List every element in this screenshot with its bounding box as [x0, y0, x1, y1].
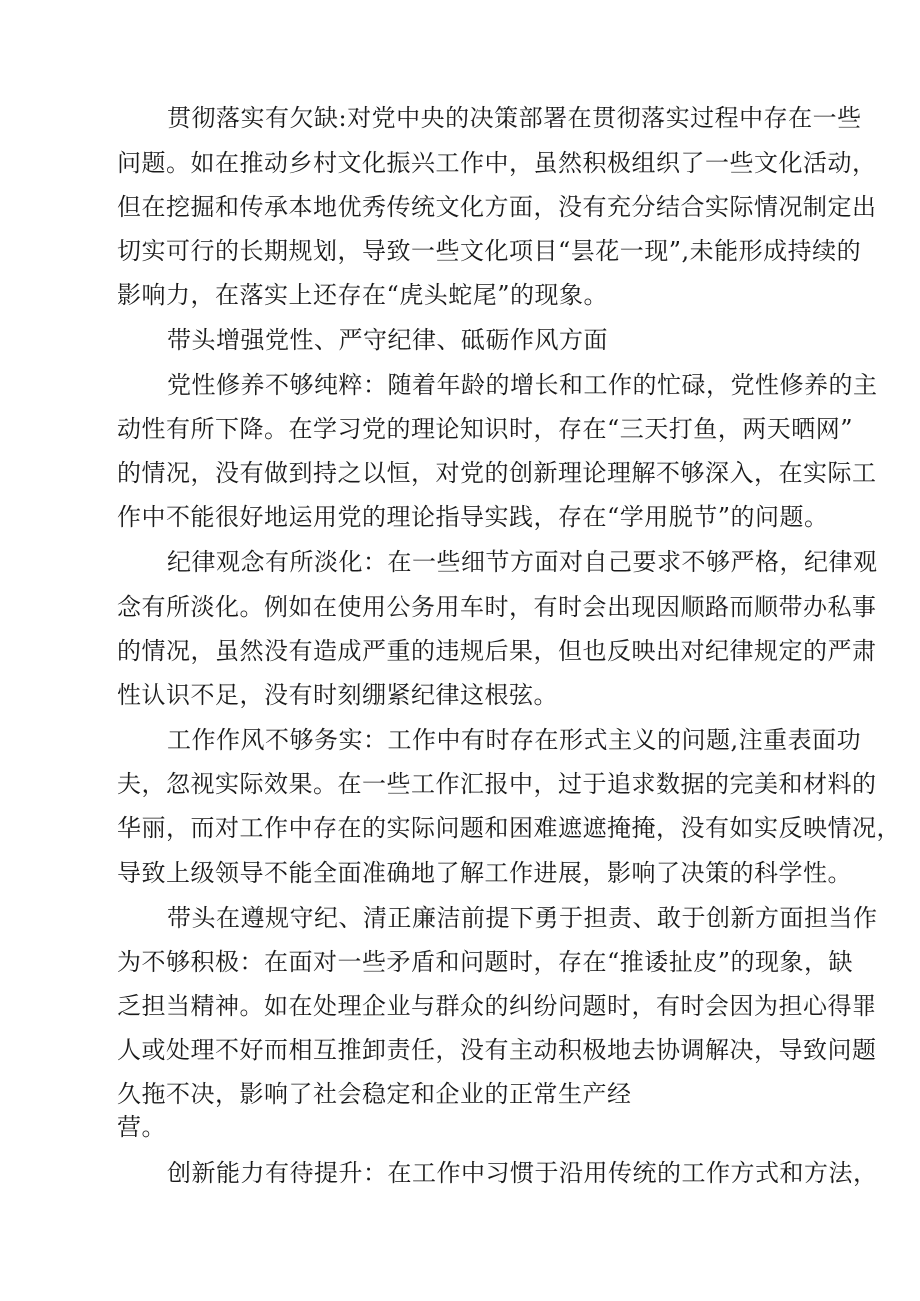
text-line: 华丽，而对工作中存在的实际问题和困难遮遮掩掩，没有如实反映情况，: [117, 814, 901, 842]
text-line: 营。: [117, 1113, 166, 1141]
text-line: 的情况，虽然没有造成严重的违规后果，但也反映出对纪律规定的严肃: [117, 637, 877, 665]
text-line: 贯彻落实有欠缺:对党中央的决策部署在贯彻落实过程中存在一些: [167, 104, 862, 132]
text-line: 问题。如在推动乡村文化振兴工作中，虽然积极组织了一些文化活动，: [117, 149, 877, 177]
text-line: 创新能力有待提升：在工作中习惯于沿用传统的工作方式和方法，: [167, 1159, 878, 1187]
text-line: 人或处理不好而相互推卸责任，没有主动积极地去协调解决，导致问题: [117, 1036, 877, 1064]
text-line: 作中不能很好地运用党的理论指导实践，存在“学用脱节”的问题。: [117, 503, 829, 531]
text-line: 久拖不决，影响了社会稳定和企业的正常生产经: [117, 1080, 632, 1108]
text-line: 但在挖掘和传承本地优秀传统文化方面，没有充分结合实际情况制定出: [117, 193, 877, 221]
text-line: 工作作风不够务实：工作中有时存在形式主义的问题,注重表面功: [167, 726, 862, 754]
text-line: 念有所淡化。例如在使用公务用车时，有时会出现因顺路而顺带办私事: [117, 593, 877, 621]
text-line: 导致上级领导不能全面准确地了解工作进展，影响了决策的科学性。: [117, 859, 852, 887]
text-line: 性认识不足，没有时刻绷紧纪律这根弦。: [117, 681, 558, 709]
section-heading: 带头增强党性、严守纪律、砥砺作风方面: [167, 326, 608, 354]
text-line: 夫，忽视实际效果。在一些工作汇报中，过于追求数据的完美和材料的: [117, 770, 877, 798]
text-line: 乏担当精神。如在处理企业与群众的纠纷问题时，有时会因为担心得罪: [117, 992, 877, 1020]
text-line: 为不够积极：在面对一些矛盾和问题时，存在“推诿扯皮”的现象，缺: [117, 948, 854, 976]
text-line: 影响力，在落实上还存在“虎头蛇尾”的现象。: [117, 281, 609, 309]
text-line: 党性修养不够纯粹：随着年龄的增长和工作的忙碌，党性修养的主: [167, 371, 878, 399]
text-line: 纪律观念有所淡化：在一些细节方面对自己要求不够严格，纪律观: [167, 548, 878, 576]
text-line: 带头在遵规守纪、清正廉洁前提下勇于担责、敢于创新方面担当作: [167, 904, 878, 932]
text-line: 的情况，没有做到持之以恒，对党的创新理论理解不够深入，在实际工: [117, 459, 877, 487]
text-line: 动性有所下降。在学习党的理论知识时，存在“三天打鱼，两天晒网”: [117, 415, 854, 443]
text-line: 切实可行的长期规划，导致一些文化项目“昙花一现”,未能形成持续的: [117, 237, 862, 265]
